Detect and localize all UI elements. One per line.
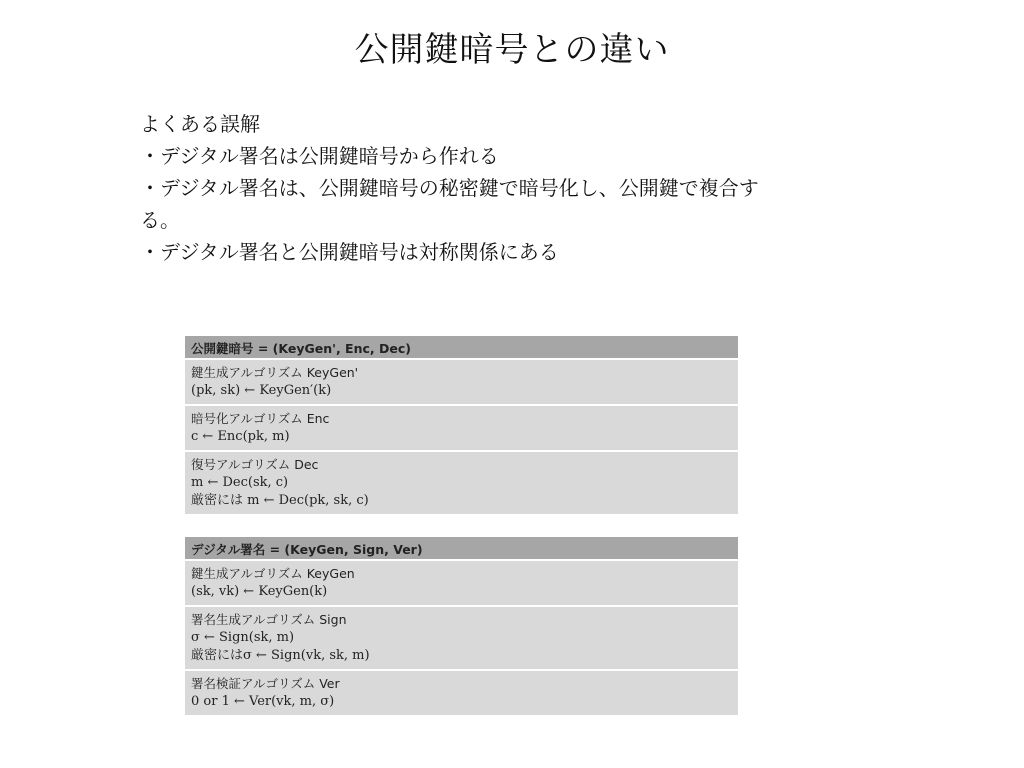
keygen-label: 鍵生成アルゴリズム KeyGen' (191, 365, 359, 380)
digital-signature-table (185, 537, 738, 715)
decrypt-formula-strict: 厳密には m ← Dec(pk, sk, c) (191, 493, 369, 508)
misconception-item: ・デジタル署名は、公開鍵暗号の秘密鍵で暗号化し、公開鍵で複合す (140, 176, 759, 200)
misconception-item-continuation: る。 (140, 208, 180, 232)
sign-formula: σ ← Sign(sk, m) (191, 630, 295, 645)
verify-label: 署名検証アルゴリズム Ver (191, 676, 340, 691)
misconceptions-heading: よくある誤解 (140, 112, 260, 136)
sig-keygen-formula: (sk, vk) ← KeyGen(k) (191, 584, 328, 599)
public-key-table-header: 公開鍵暗号 = (KeyGen', Enc, Dec) (185, 336, 738, 360)
sig-keygen-label: 鍵生成アルゴリズム KeyGen (191, 566, 355, 581)
slide-title: 公開鍵暗号との違い (354, 30, 670, 70)
public-key-encryption-table (185, 336, 738, 514)
keygen-row (185, 360, 738, 406)
verify-row (185, 671, 738, 715)
encrypt-row (185, 406, 738, 452)
encrypt-formula: c ← Enc(pk, m) (191, 429, 290, 444)
sign-formula-strict: 厳密にはσ ← Sign(vk, sk, m) (191, 648, 370, 663)
decrypt-label: 復号アルゴリズム Dec (191, 457, 319, 472)
misconception-item: ・デジタル署名は公開鍵暗号から作れる (140, 144, 499, 168)
keygen-formula: (pk, sk) ← KeyGen′(k) (191, 383, 332, 398)
sign-row (185, 607, 738, 671)
signature-table-header: デジタル署名 = (KeyGen, Sign, Ver) (185, 537, 738, 561)
decrypt-row (185, 452, 738, 514)
encrypt-label: 暗号化アルゴリズム Enc (191, 411, 330, 426)
sign-label: 署名生成アルゴリズム Sign (191, 612, 347, 627)
misconceptions-block (140, 108, 900, 268)
misconception-item: ・デジタル署名と公開鍵暗号は対称関係にある (140, 240, 559, 264)
sig-keygen-row (185, 561, 738, 607)
verify-formula: 0 or 1 ← Ver(vk, m, σ) (191, 694, 335, 709)
decrypt-formula: m ← Dec(sk, c) (191, 475, 289, 490)
